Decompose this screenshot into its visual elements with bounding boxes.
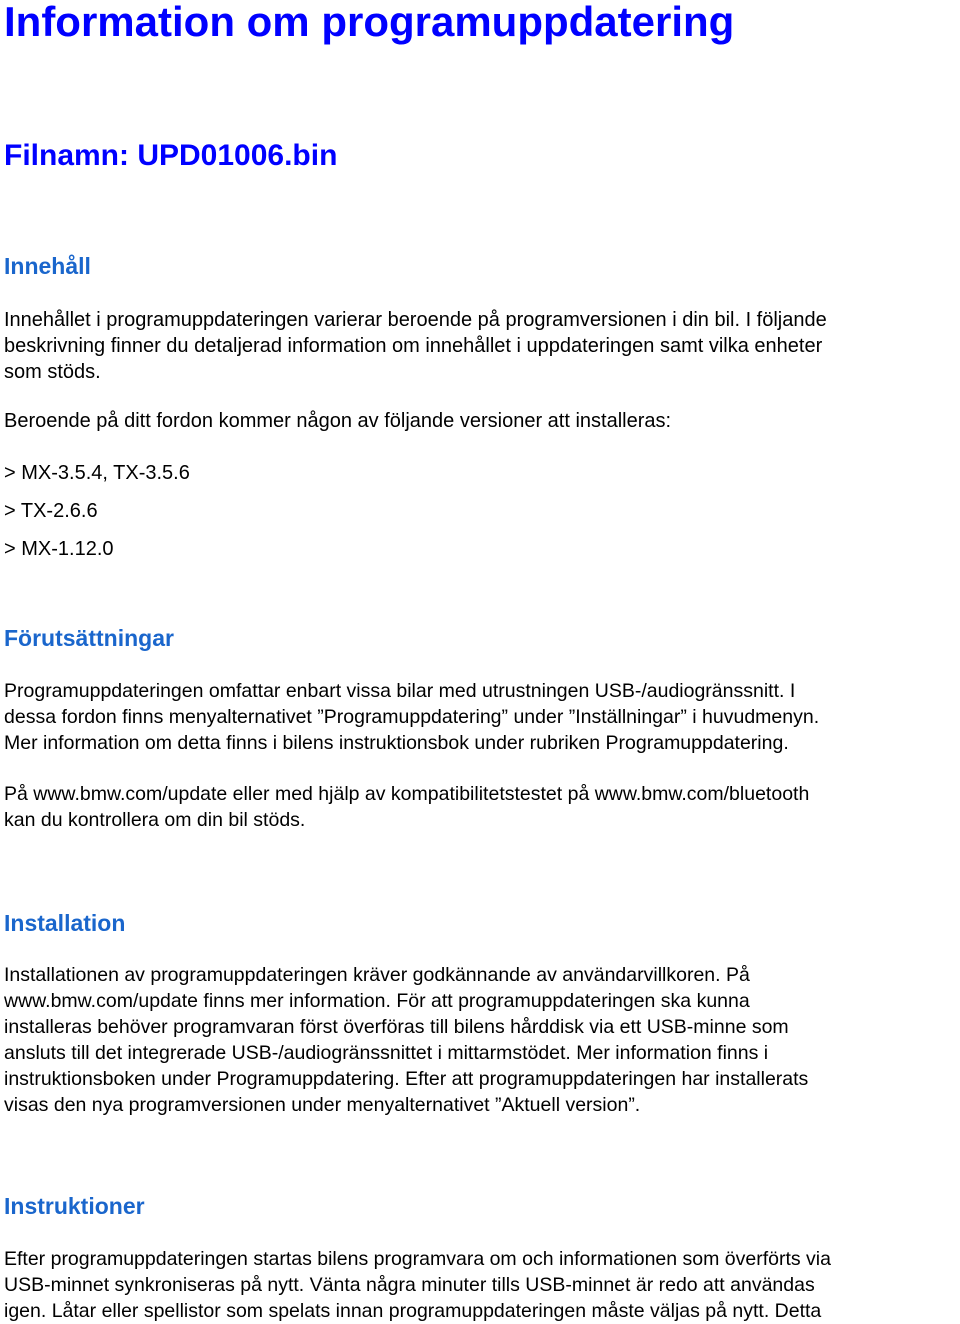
text-line: beskrivning finner du detaljerad information om innehållet i uppdateringen samt vilka enheter	[4, 335, 823, 357]
prerequisites-paragraph	[4, 678, 959, 756]
text-line: igen. Låtar eller spellistor som spelats innan programuppdateringen måste väljas på nytt. Detta	[4, 1300, 822, 1322]
text-line: visas den nya programversionen under menyalternativet ”Aktuell version”.	[4, 1094, 641, 1116]
text-line: Programuppdateringen omfattar enbart vissa bilar med utrustningen USB-/audiogränssnitt. I	[4, 680, 796, 702]
text-line: instruktionsboken under Programuppdatering. Efter att programuppdateringen har installerats	[4, 1068, 809, 1090]
version-item: > MX-3.5.4, TX-3.5.6	[4, 462, 190, 484]
content-paragraph	[4, 307, 959, 385]
text-line: Efter programuppdateringen startas bilens programvara om och informationen som överförts via	[4, 1248, 831, 1270]
text-line: kan du kontrollera om din bil stöds.	[4, 809, 306, 831]
text-line: installeras behöver programvaran först överföras till bilens hårddisk via ett USB-minne som	[4, 1016, 789, 1038]
text-line: Innehållet i programuppdateringen varierar beroende på programversionen i din bil. I följande	[4, 309, 827, 331]
text-line: USB-minnet synkroniseras på nytt. Vänta några minuter tills USB-minnet är redo att användas	[4, 1274, 815, 1296]
text-line: www.bmw.com/update finns mer information. För att programuppdateringen ska kunna	[4, 990, 750, 1012]
file-name: Filnamn: UPD01006.bin	[4, 139, 338, 172]
section-heading-prerequisites: Förutsättningar	[4, 625, 174, 651]
section-heading-installation: Installation	[4, 910, 126, 936]
text-line: På www.bmw.com/update eller med hjälp av kompatibilitetstestet på www.bmw.com/bluetooth	[4, 783, 810, 805]
compatibility-paragraph	[4, 781, 959, 833]
text-line: ansluts till det integrerade USB-/audiogränssnittet i mittarmstödet. Mer information finns i	[4, 1042, 769, 1064]
section-heading-instructions: Instruktioner	[4, 1193, 145, 1219]
text-line: dessa fordon finns menyalternativet ”Programuppdatering” under ”Inställningar” i huvudmenyn.	[4, 706, 820, 728]
text-line: Mer information om detta finns i bilens instruktionsbok under rubriken Programuppdatering.	[4, 732, 789, 754]
installation-paragraph	[4, 962, 959, 1118]
page-title: Information om programuppdatering	[4, 0, 735, 45]
text-line: Installationen av programuppdateringen kräver godkännande av användarvillkoren. På	[4, 964, 750, 986]
text-line: som stöds.	[4, 361, 101, 383]
version-item: > MX-1.12.0	[4, 538, 114, 560]
versions-intro: Beroende på ditt fordon kommer någon av följande versioner att installeras:	[4, 410, 672, 432]
section-heading-content: Innehåll	[4, 253, 91, 279]
instructions-paragraph	[4, 1246, 959, 1324]
version-item: > TX-2.6.6	[4, 500, 98, 522]
